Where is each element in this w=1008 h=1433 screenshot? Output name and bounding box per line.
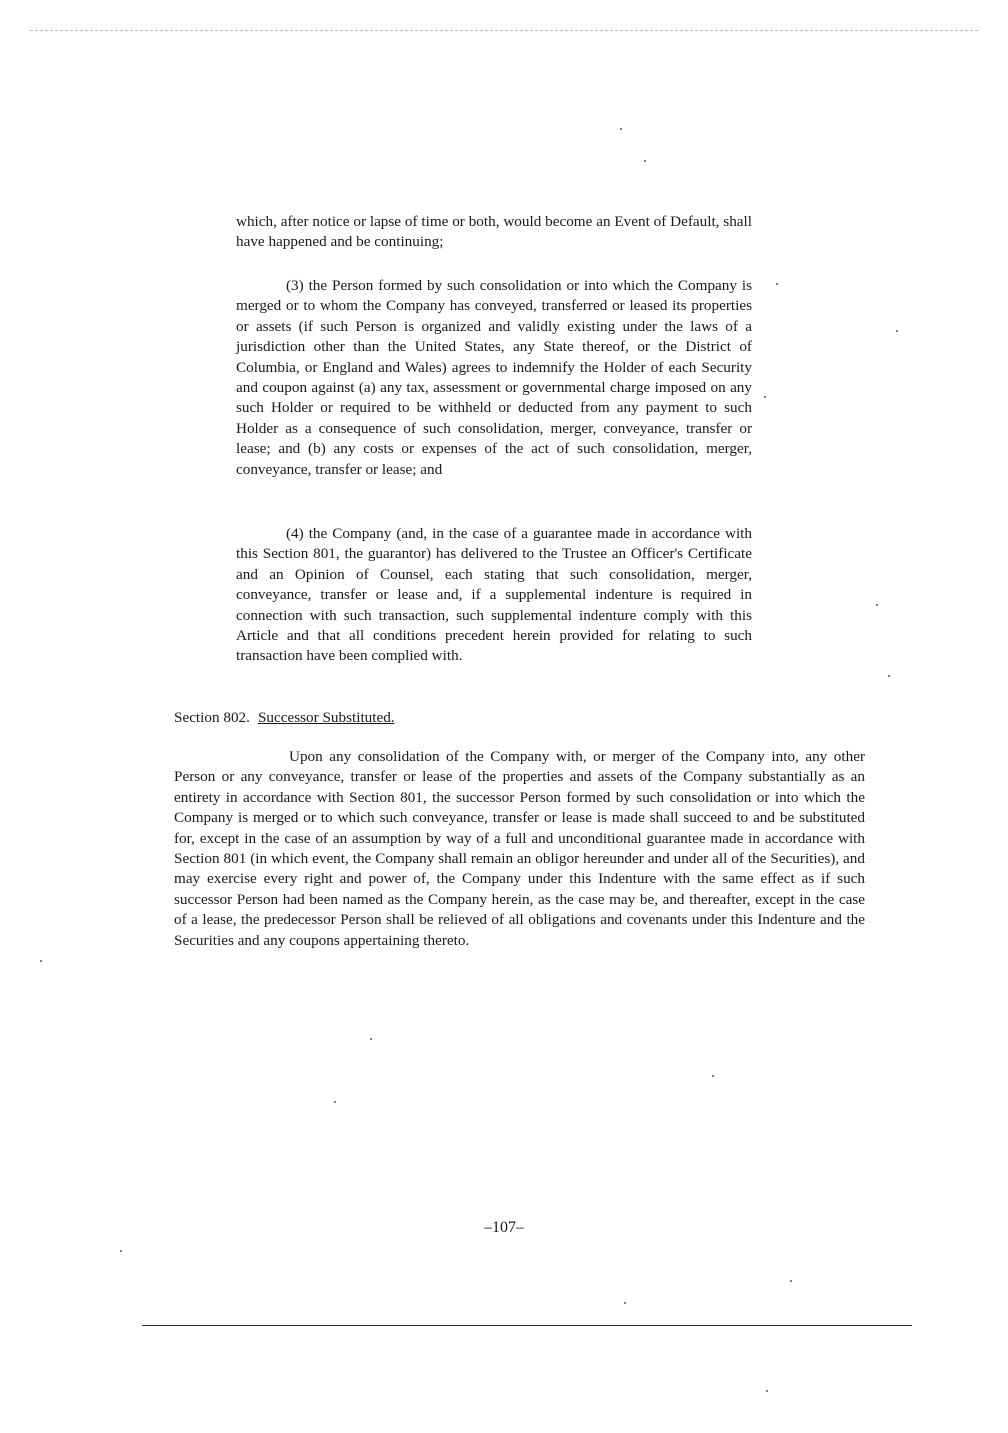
scan-speck xyxy=(764,396,766,398)
scan-speck xyxy=(712,1075,714,1077)
scan-speck xyxy=(120,1250,122,1252)
scan-speck xyxy=(790,1280,792,1282)
section-802-body: Upon any consolidation of the Company with, or merger of the Company into, any other Person or any conveyance, transfer or lease of the properties and assets of the Company substantially as an entirety in accordance with Section 801, the successor Person formed by such consolidation or into which the Company is merged or to which such conveyance, transfer or lease is made shall succeed to and be substituted for, except in the case of an assumption by way of a full and unconditional guarantee made in accordance with Section 801 (in which event, the Company shall remain an obligor hereunder and under all of the Securities), and may exercise every right and power of, the Company under this Indenture with the same effect as if such successor Person had been named as the Company herein, as the case may be, and thereafter, except in the case of a lease, the predecessor Person shall be relieved of all obligations and covenants under this Indenture and the Securities and any coupons appertaining thereto. xyxy=(174,748,865,949)
scan-speck xyxy=(876,604,878,606)
page-number: –107– xyxy=(484,1219,524,1236)
section-title: Successor Substituted. xyxy=(257,709,395,726)
clause-3: (3) the Person formed by such consolidation or into which the Company is merged or to whom the Company has conveyed, transferred or leased its properties or assets (if such Person is organized and validly existing under the laws of a jurisdiction other than the United States, any State thereof, or the District of Columbia, or England and Wales) agrees to indemnify the Holder of each Security and coupon against (a) any tax, assessment or governmental charge imposed on any such Holder or required to be withheld or deducted from any payment to such Holder as a consequence of such consolidation, merger, conveyance, transfer or lease; and (b) any costs or expenses of the act of such consolidation, merger, conveyance, transfer or lease; and xyxy=(236,277,752,478)
scan-speck xyxy=(896,330,898,332)
scan-speck xyxy=(776,283,778,285)
section-number: Section 802. xyxy=(174,709,250,726)
section-802-heading xyxy=(174,708,395,728)
scan-speck xyxy=(644,160,646,162)
scan-speck xyxy=(370,1038,372,1040)
scan-speck xyxy=(334,1101,336,1103)
clause-4: (4) the Company (and, in the case of a guarantee made in accordance with this Section 801, the guarantor) has delivered to the Trustee an Officer's Certificate and an Opinion of Counsel, each stating that such consolidation, merger, conveyance, transfer or lease and, if a supplemental indenture is required in connection with such transaction, such supplemental indenture comply with this Article and that all conditions precedent herein provided for relating to such transaction have been complied with. xyxy=(236,525,752,665)
clause-continuation: which, after notice or lapse of time or both, would become an Event of Default, shall have happened and be continuing; xyxy=(236,213,752,251)
scan-speck xyxy=(624,1302,626,1304)
scan-speck xyxy=(620,128,622,130)
scan-speck xyxy=(766,1390,768,1392)
scan-noise-line xyxy=(30,30,978,31)
scan-speck xyxy=(40,960,42,962)
footer-rule xyxy=(142,1325,912,1326)
scan-speck xyxy=(888,675,890,677)
